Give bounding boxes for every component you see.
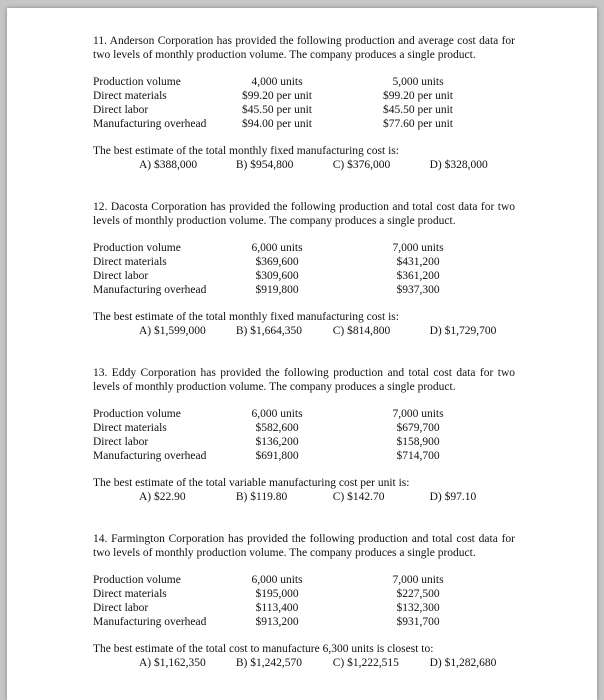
row-value-col1: 6,000 units	[251, 408, 303, 420]
row-value-col1: 6,000 units	[251, 574, 303, 586]
row-value-col1: $99.20 per unit	[242, 90, 312, 102]
choice-c: C) $1,222,515	[332, 657, 399, 669]
row-value-col2: 5,000 units	[392, 76, 444, 88]
answer-choices	[93, 158, 515, 172]
row-label: Production volume	[93, 242, 181, 254]
row-value-col1: 4,000 units	[251, 76, 303, 88]
choice-d: D) $328,000	[429, 159, 488, 171]
answer-choices	[93, 656, 515, 670]
table-row	[93, 407, 515, 421]
choice-b: B) $1,242,570	[235, 657, 302, 669]
row-value-col2: $158,900	[396, 436, 440, 448]
choice-a: A) $22.90	[139, 491, 186, 503]
table-row	[93, 241, 515, 255]
document-page	[7, 8, 597, 700]
row-value-col1: 6,000 units	[251, 242, 303, 254]
row-label: Direct materials	[93, 422, 167, 434]
row-value-col2: $45.50 per unit	[383, 104, 453, 116]
row-label: Direct materials	[93, 90, 167, 102]
table-row	[93, 449, 515, 463]
choice-c: C) $142.70	[332, 491, 385, 503]
row-label: Direct materials	[93, 256, 167, 268]
choice-b: B) $954,800	[235, 159, 294, 171]
question-12	[93, 200, 515, 338]
row-value-col1: $369,600	[255, 256, 299, 268]
table-row	[93, 435, 515, 449]
row-value-col2: 7,000 units	[392, 242, 444, 254]
choice-a: A) $1,599,000	[139, 325, 206, 337]
table-row	[93, 269, 515, 283]
row-label: Production volume	[93, 408, 181, 420]
row-value-col2: $132,300	[396, 602, 440, 614]
answer-choices	[93, 324, 515, 338]
row-label: Production volume	[93, 76, 181, 88]
question-prompt: The best estimate of the total variable manufacturing cost per unit is:	[93, 477, 410, 489]
row-label: Production volume	[93, 574, 181, 586]
cost-table	[93, 407, 515, 463]
row-value-col1: $94.00 per unit	[242, 118, 312, 130]
table-row	[93, 75, 515, 89]
question-13	[93, 366, 515, 504]
table-row	[93, 103, 515, 117]
choice-b: B) $1,664,350	[235, 325, 302, 337]
table-row	[93, 601, 515, 615]
row-value-col2: $77.60 per unit	[383, 118, 453, 130]
table-row	[93, 283, 515, 297]
question-prompt: The best estimate of the total monthly fixed manufacturing cost is:	[93, 311, 399, 323]
table-row	[93, 421, 515, 435]
choice-d: D) $1,729,700	[429, 325, 497, 337]
row-value-col1: $691,800	[255, 450, 299, 462]
question-stem: 11. Anderson Corporation has provided the following production and average cost data for two levels of monthly production volume. The company produces a single product.	[93, 35, 515, 61]
row-value-col2: 7,000 units	[392, 408, 444, 420]
choice-c: C) $814,800	[332, 325, 391, 337]
row-value-col2: $937,300	[396, 284, 440, 296]
row-value-col2: $227,500	[396, 588, 440, 600]
choice-d: D) $97.10	[429, 491, 477, 503]
question-prompt: The best estimate of the total monthly fixed manufacturing cost is:	[93, 145, 399, 157]
choice-a: A) $1,162,350	[139, 657, 206, 669]
row-value-col2: $679,700	[396, 422, 440, 434]
table-row	[93, 587, 515, 601]
row-value-col1: $113,400	[255, 602, 299, 614]
row-value-col2: 7,000 units	[392, 574, 444, 586]
choice-b: B) $119.80	[235, 491, 288, 503]
cost-table	[93, 75, 515, 131]
row-value-col2: $714,700	[396, 450, 440, 462]
choice-d: D) $1,282,680	[429, 657, 497, 669]
row-value-col1: $913,200	[255, 616, 299, 628]
row-label: Direct labor	[93, 602, 149, 614]
question-11	[93, 34, 515, 172]
row-label: Manufacturing overhead	[93, 450, 207, 462]
table-row	[93, 89, 515, 103]
row-value-col1: $582,600	[255, 422, 299, 434]
row-label: Manufacturing overhead	[93, 284, 207, 296]
row-label: Direct materials	[93, 588, 167, 600]
row-value-col1: $45.50 per unit	[242, 104, 312, 116]
choice-a: A) $388,000	[139, 159, 198, 171]
table-row	[93, 255, 515, 269]
row-value-col1: $195,000	[255, 588, 299, 600]
question-stem: 14. Farmington Corporation has provided the following production and total cost data for two levels of monthly production volume. The company produces a single product.	[93, 533, 515, 559]
row-label: Manufacturing overhead	[93, 118, 207, 130]
answer-choices	[93, 490, 515, 504]
table-row	[93, 117, 515, 131]
row-value-col2: $431,200	[396, 256, 440, 268]
table-row	[93, 573, 515, 587]
row-value-col1: $919,800	[255, 284, 299, 296]
question-stem: 13. Eddy Corporation has provided the following production and total cost data for two levels of monthly production volume. The company produces a single product.	[93, 367, 515, 393]
cost-table	[93, 241, 515, 297]
row-value-col1: $136,200	[255, 436, 299, 448]
question-prompt: The best estimate of the total cost to manufacture 6,300 units is closest to:	[93, 643, 434, 655]
row-value-col2: $99.20 per unit	[383, 90, 453, 102]
row-value-col1: $309,600	[255, 270, 299, 282]
choice-c: C) $376,000	[332, 159, 391, 171]
table-row	[93, 615, 515, 629]
question-stem: 12. Dacosta Corporation has provided the following production and total cost data for two levels of monthly production volume. The company produces a single product.	[93, 201, 515, 227]
row-value-col2: $361,200	[396, 270, 440, 282]
row-label: Direct labor	[93, 104, 149, 116]
row-value-col2: $931,700	[396, 616, 440, 628]
row-label: Direct labor	[93, 270, 149, 282]
row-label: Direct labor	[93, 436, 149, 448]
cost-table	[93, 573, 515, 629]
question-14	[93, 532, 515, 670]
row-label: Manufacturing overhead	[93, 616, 207, 628]
